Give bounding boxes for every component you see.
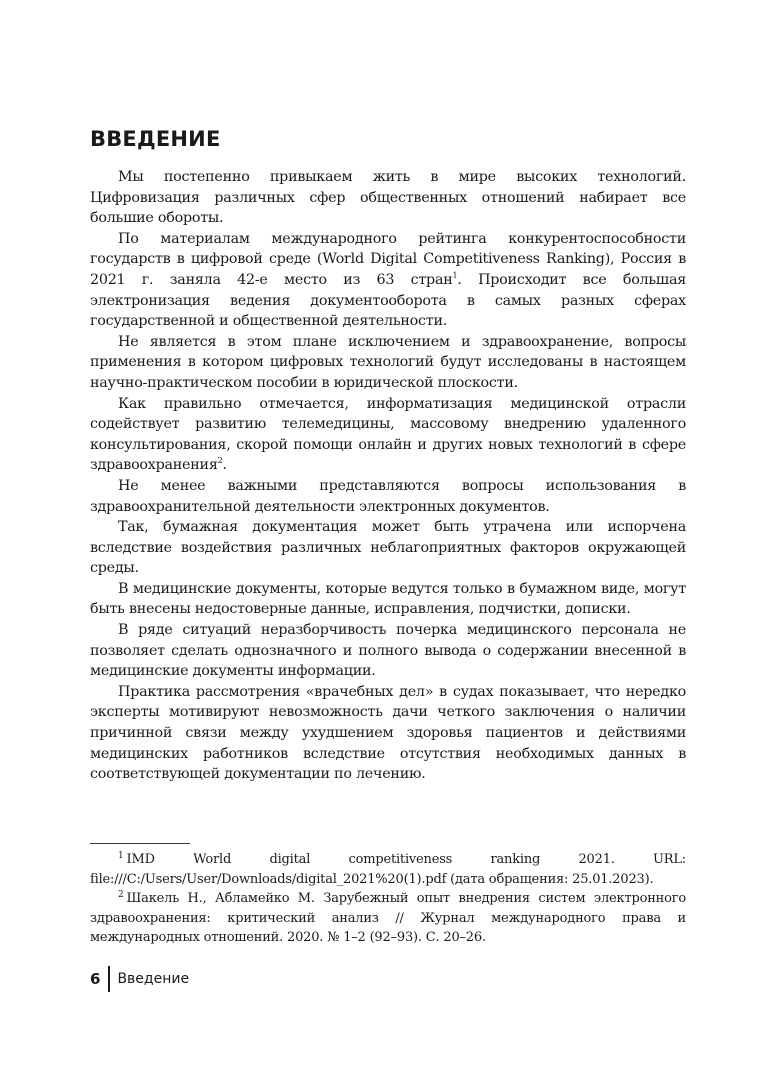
page-title: ВВЕДЕНИЕ (90, 127, 221, 151)
running-head: Введение (117, 971, 190, 987)
footnote-2 (90, 889, 686, 948)
footnotes (90, 850, 686, 948)
paragraph-4 (90, 394, 686, 476)
page-number: 6 (90, 970, 101, 988)
footnote-1-number: 1 (118, 851, 124, 861)
footnote-ref-2[interactable]: 2 (217, 456, 223, 466)
paragraph-2-text: По материалам международного рейтинга конкурентоспособности государств в цифровой среде (World Digital Competitiveness Ranking), Россия в 2021 г. заняла 42-е место из 63 стран (90, 230, 686, 288)
paragraph-9: Практика рассмотрения «врачебных дел» в судах показывает, что нередко эксперты мотивируют невозможность дачи четкого заключения о наличии причинной связи между ухудшением здоровья пациентов и действиями медицинских работников вследствие отсутствия необходимых данных в соответствующей документации по лечению. (90, 683, 686, 783)
paragraph-4-text: Как правильно отмечается, информатизация медицинской отрасли содействует развитию телемедицины, массовому внедрению удаленного консультирования, скорой помощи онлайн и других новых технологий в сфере здравоохранения (90, 395, 686, 474)
paragraph-6: Так, бумажная документация может быть утрачена или испорчена вследствие воздействия различных неблагоприятных факторов окружающей среды. (90, 519, 686, 577)
footnote-2-number: 2 (118, 890, 124, 900)
paragraph-8: В ряде ситуаций неразборчивость почерка медицинского персонала не позволяет сделать однозначного и полного вывода о содержании внесенной в медицинские документы информации. (90, 622, 686, 680)
main-text (90, 167, 686, 785)
paragraph-7: В медицинские документы, которые ведутся только в бумажном виде, могут быть внесены недостоверные данные, исправления, подчистки, дописки. (90, 580, 686, 618)
footnote-divider (90, 843, 190, 844)
paragraph-2 (90, 229, 686, 332)
paragraph-3: Не является в этом плане исключением и здравоохранение, вопросы применения в котором цифровых технологий будут исследованы в настоящем научно-практическом пособии в юридической плоскости. (90, 333, 686, 391)
footer-divider-bar (108, 966, 110, 992)
paragraph-1: Мы постепенно привыкаем жить в мире высоких технологий. Цифровизация различных сфер общественных отношений набирает все большие обороты. (90, 169, 686, 227)
footnote-1 (90, 850, 686, 889)
footnote-2-text: Шакель Н., Абламейко М. Зарубежный опыт внедрения систем электронного здравоохранения: критический анализ // Журнал международного права и международных отношений. 2020. № 1–2 (92–93). С. 20–26. (90, 891, 686, 945)
paragraph-2-tail: . Происходит все большая электронизация ведения документооборота в самых разных сферах государственной и общественной деятельности. (90, 271, 686, 330)
paragraph-4-tail: . (222, 457, 227, 474)
paragraph-5: Не менее важными представляются вопросы использования в здравоохранительной деятельности электронных документов. (90, 477, 686, 515)
page-footer (90, 966, 189, 992)
footnote-1-text: IMD World digital competitiveness ranking 2021. URL: file:///C:/Users/User/Downloads/digital_2021%20(1).pdf (дата обращения: 25.01.2023). (90, 852, 686, 887)
footnote-ref-1[interactable]: 1 (452, 270, 458, 280)
